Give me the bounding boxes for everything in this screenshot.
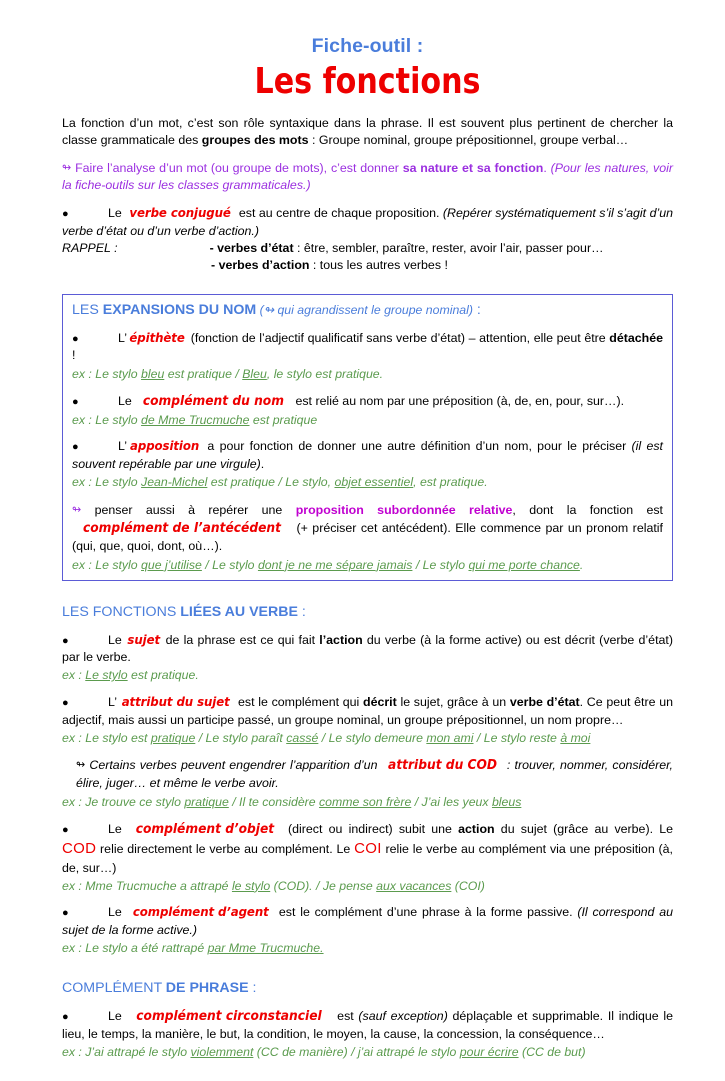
ex-pre: ex : J’ai attrapé le stylo [62, 1045, 191, 1060]
apposition-pre: L’ [118, 439, 127, 454]
epithete-example [72, 366, 663, 383]
epithete-bullet [72, 330, 663, 365]
bullet-icon: ● [72, 332, 79, 345]
verbes-etat-list: : être, sembler, paraître, rester, avoir l’air, passer pour… [293, 240, 604, 255]
relative-text-b: , dont la fonction est [512, 502, 663, 517]
sujet-bullet [62, 632, 673, 667]
complement-circonstanciel-bullet [62, 1007, 673, 1043]
term-complement-circonstanciel: complément circonstanciel [136, 1008, 323, 1025]
arrow-icon: ↬ [62, 161, 72, 175]
fonctions-liees-verbe-heading [62, 603, 673, 621]
ex-post: (COI) [451, 878, 485, 893]
verbe-text-b: est au centre de chaque proposition. [235, 205, 443, 220]
co-bold: action [458, 822, 495, 837]
intro-text-a: La fonction d’un mot, c’est son rôle syntaxique dans la phrase. Il est souvent plus pertinent de chercher la classe grammaticale des [62, 115, 673, 148]
cdn-mid: est relié au nom par une préposition (à, de, en, pour, sur…). [292, 394, 625, 409]
apposition-bullet [72, 438, 663, 473]
heading-tail: : [297, 604, 306, 621]
ex-underline-1: par Mme Trucmuche. [207, 941, 324, 956]
apposition-mid: a pour fonction de donner une autre définition d’un nom, pour le préciser [202, 439, 632, 454]
term-apposition: apposition [129, 439, 200, 455]
relative-example [72, 557, 663, 574]
co-mid-b: du sujet (grâce au verbe). Le [494, 822, 673, 837]
rappel-line-1 [62, 240, 673, 257]
ex-post: . [579, 557, 584, 572]
ex-pre: ex : [62, 668, 86, 683]
ex-underline-1: pratique [150, 730, 196, 745]
ex-underline-2: Bleu [242, 366, 267, 381]
verbe-text-a: Le [108, 205, 126, 220]
term-attribut-du-cod: attribut du COD [387, 757, 497, 774]
cc-mid-b: déplaçable et supprimable. Il indique le lieu, le temps, la manière, le but, la condition, le moyen, la cause, la concession, la conséquence… [62, 1009, 674, 1042]
ex-mid-1: / Le stylo [201, 557, 258, 572]
analyse-note: (Pour les natures, voir la fiche-outils sur les classes grammaticales.) [62, 161, 674, 193]
analyse-paragraph [62, 160, 673, 195]
ex-pre: ex : Mme Trucmuche a attrapé [62, 878, 232, 893]
apposition-post: . [260, 457, 265, 472]
ca-pre: Le [108, 905, 127, 920]
ex-mid-1: / Il te considère [228, 794, 320, 809]
bullet-icon: ● [62, 634, 69, 647]
ex-underline-2: comme son frère [319, 794, 412, 809]
ex-mid: est pratique / [164, 366, 243, 381]
complement-agent-bullet [62, 904, 673, 939]
apposition-example [72, 474, 663, 491]
ex-mid-2: / Le stylo demeure [318, 730, 427, 745]
as-pre: L’ [108, 695, 117, 709]
co-mid-a: (direct ou indirect) subit une [281, 822, 459, 837]
bullet-icon: ● [72, 441, 79, 454]
bullet-icon: ● [62, 697, 69, 709]
intro-paragraph [62, 115, 673, 149]
attribut-cod-paragraph [62, 756, 673, 792]
heading-bold: DE PHRASE [165, 979, 249, 996]
ex-underline-1: Jean-Michel [141, 475, 208, 490]
ex-mid-1: / Le stylo paraît [195, 730, 287, 745]
ex-pre: ex : Le stylo [72, 412, 142, 427]
heading-a: LES FONCTIONS [62, 604, 181, 621]
as-mid-a: est le complément qui [234, 695, 363, 709]
complement-objet-example [62, 878, 673, 895]
ex-underline-2: cassé [286, 730, 319, 745]
attribut-sujet-bullet [62, 694, 673, 729]
ex-underline-1: le stylo [231, 878, 271, 893]
expansions-heading-a: LES [72, 302, 103, 319]
heading-tail: : [248, 979, 257, 996]
expansions-heading-tail: : [472, 302, 481, 319]
apposition-italic: (il est souvent repérable par une virgule) [72, 439, 663, 472]
proposition-relative-paragraph [72, 502, 663, 556]
arrow-icon: ↬ [72, 502, 82, 516]
ex-underline-1: Le stylo [85, 668, 128, 683]
epithete-bold: détachée [609, 330, 663, 345]
page-title: Les fonctions [254, 61, 481, 103]
bullet-icon: ● [72, 396, 79, 409]
ex-mid-1: (CC de manière) / j’ai attrapé le stylo [253, 1045, 460, 1060]
intro-bold-groupes: groupes des mots [201, 133, 309, 148]
term-sujet: sujet [127, 632, 161, 648]
ex-pre: ex : Le stylo [72, 475, 142, 490]
ex-underline-4: à moi [560, 730, 591, 745]
verbes-action-list: : tous les autres verbes ! [309, 257, 448, 272]
term-complement-objet: complément d’objet [135, 821, 275, 838]
ex-pre: ex : Le stylo a été rattrapé [62, 941, 208, 956]
ex-pre: ex : Le stylo est [62, 730, 151, 745]
relative-text-c: (+ préciser cet antécédent). Elle commence par un pronom relatif (qui, que, quoi, dont, où…). [72, 521, 663, 554]
as-bold-b: verbe d’état [509, 695, 580, 709]
ca-italic: (Il correspond au sujet de la forme active.) [62, 905, 673, 938]
ex-pre: ex : Le stylo [72, 366, 142, 381]
ex-mid-3: / Le stylo reste [473, 730, 561, 745]
verbe-conjugue-bullet [62, 205, 673, 240]
verbes-etat-label: - verbes d’état [209, 240, 294, 255]
ca-mid: est le complément d’une phrase à la forme passive. [274, 905, 578, 920]
ex-pre: ex : Je trouve ce stylo [62, 794, 185, 809]
sujet-mid-a: de la phrase est ce qui fait [161, 632, 320, 647]
acod-text-b: : trouver, nommer, considérer, élire, juger… et même le verbe avoir. [76, 758, 673, 791]
ex-post: , le stylo est pratique. [266, 366, 384, 381]
expansions-du-nom-box [62, 294, 673, 581]
ex-post: est pratique. [127, 668, 199, 683]
cc-italic: (sauf exception) [358, 1009, 448, 1024]
complement-objet-bullet [62, 820, 673, 877]
term-proposition-subordonnee-relative: proposition subordonnée relative [295, 502, 513, 517]
sujet-pre: Le [108, 632, 127, 647]
term-attribut-du-sujet: attribut du sujet [121, 695, 230, 710]
term-epithete: épithète [129, 330, 185, 346]
ex-mid: est pratique / Le stylo, [207, 475, 335, 490]
ex-mid-2: / Le stylo [412, 557, 469, 572]
ex-post: (CC de but) [518, 1045, 586, 1060]
heading-a: COMPLÉMENT [62, 979, 166, 996]
ex-underline-2: dont je ne me sépare jamais [257, 557, 413, 572]
epithete-post: ! [72, 348, 76, 363]
complement-agent-example [62, 940, 673, 957]
page-supertitle: Fiche-outil : [311, 35, 424, 57]
term-verbe-conjugue: verbe conjugué [129, 205, 232, 221]
ex-mid-1: (COD). / Je pense [270, 878, 377, 893]
ex-underline-1: de Mme Trucmuche [141, 412, 250, 427]
bullet-icon: ● [62, 907, 69, 920]
epithete-mid: (fonction de l’adjectif qualificatif sans verbe d’état) – attention, elle peut être [187, 330, 610, 345]
ex-underline-1: pratique [184, 794, 229, 809]
as-bold-a: décrit [363, 695, 397, 709]
analyse-text-b: . [543, 161, 551, 176]
epithete-pre: L’ [118, 330, 127, 345]
relative-text-a: penser aussi à repérer une [94, 502, 296, 517]
bullet-icon: ● [62, 1011, 69, 1024]
heading-bold: LIÉES AU VERBE [180, 604, 298, 621]
cdn-pre: Le [118, 394, 136, 409]
acod-text-a: Certains verbes peuvent engendrer l’apparition d’un [89, 758, 382, 773]
sujet-example [62, 667, 673, 684]
ex-underline-1: que j’utilise [141, 557, 202, 572]
ex-underline-3: qui me porte chance [468, 557, 580, 572]
ex-underline-1: bleu [141, 366, 165, 381]
ex-underline-1: violemment [190, 1045, 254, 1060]
verbes-action-label: - verbes d’action [211, 257, 310, 272]
term-complement-agent: complément d’agent [132, 905, 269, 921]
ex-underline-3: bleus [491, 794, 522, 809]
rappel-line-2 [62, 257, 673, 274]
cc-pre: Le [108, 1009, 127, 1024]
bullet-icon: ● [62, 207, 69, 220]
ex-underline-2: pour écrire [459, 1045, 519, 1060]
co-mid-d: relie le verbe au complément via une préposition (à, de, sur…) [62, 842, 673, 875]
attribut-cod-example [62, 794, 673, 811]
term-complement-du-nom: complément du nom [143, 393, 285, 410]
co-mid-c: relie directement le verbe au complément. Le [96, 842, 355, 857]
as-mid-c: . Ce peut être un adjectif, mais aussi un participe passé, un groupe nominal, un groupe prépositionnel, un nom propre… [62, 695, 673, 727]
expansions-heading-bold: EXPANSIONS DU NOM [102, 302, 257, 319]
complement-circonstanciel-example [62, 1044, 673, 1061]
term-coi: COI [354, 840, 382, 858]
as-mid-b: le sujet, grâce à un [396, 695, 510, 709]
expansions-heading-note: (↬ qui agrandissent le groupe nominal) [256, 303, 473, 318]
attribut-sujet-example [62, 730, 673, 747]
bullet-icon: ● [62, 824, 69, 837]
co-pre: Le [108, 822, 128, 837]
arrow-icon: ↬ [76, 758, 86, 772]
intro-text-b: : Groupe nominal, groupe prépositionnel, groupe verbal… [308, 133, 629, 148]
verbe-note: (Repérer systématiquement s’il s’agit d’un verbe d’état ou d’un verbe d’action.) [62, 205, 673, 238]
sujet-bold: l’action [319, 632, 363, 647]
ex-underline-3: mon ami [426, 730, 474, 745]
complement-phrase-heading [62, 979, 673, 997]
ex-pre: ex : Le stylo [72, 557, 142, 572]
ex-underline-2: aux vacances [376, 878, 452, 893]
ex-mid: est pratique [249, 412, 318, 427]
ex-post: , est pratique. [413, 475, 488, 490]
ex-mid-2: / J’ai les yeux [411, 794, 492, 809]
ex-underline-2: objet essentiel [334, 475, 414, 490]
rappel-label: RAPPEL : [62, 240, 118, 255]
complement-du-nom-bullet [72, 392, 663, 411]
rappel-block [62, 240, 673, 275]
term-complement-antecedent: complément de l’antécédent [82, 520, 281, 537]
term-cod: COD [62, 840, 97, 858]
expansions-heading [72, 301, 663, 319]
title-block [62, 36, 673, 104]
sujet-mid-b: du verbe (à la forme active) ou est décrit (verbe d’état) par le verbe. [62, 632, 673, 665]
analyse-text-a: Faire l’analyse d’un mot (ou groupe de mots), c’est donner [75, 161, 403, 176]
complement-du-nom-example [72, 412, 663, 429]
cc-mid-a: est [332, 1009, 359, 1024]
analyse-bold: sa nature et sa fonction [402, 161, 544, 176]
